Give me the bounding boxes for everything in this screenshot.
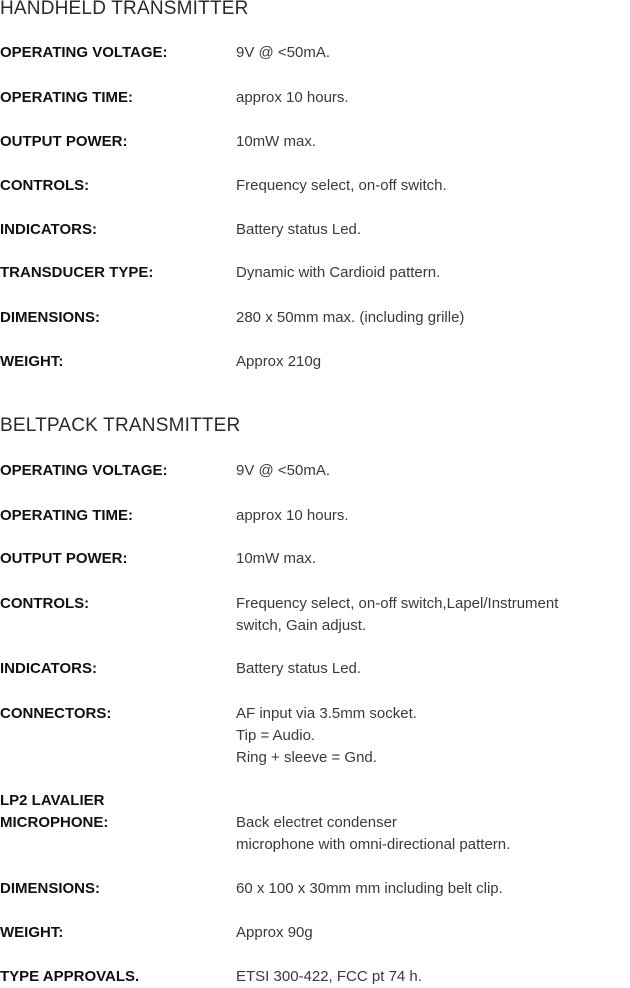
spec-label: OUTPUT POWER: — [0, 550, 128, 567]
beltpack-section-title: BELTPACK TRANSMITTER — [0, 415, 241, 436]
spec-label: WEIGHT: — [0, 353, 64, 370]
spec-label: OPERATING VOLTAGE: — [0, 44, 168, 61]
spec-value: 10mW max. — [236, 550, 317, 567]
spec-value: 10mW max. — [236, 133, 317, 150]
spec-label: DIMENSIONS: — [0, 309, 101, 326]
spec-value: Dynamic with Cardioid pattern. — [236, 264, 441, 281]
spec-label: INDICATORS: — [0, 221, 97, 238]
spec-value: 9V @ <50mA. — [236, 44, 331, 61]
spec-value: Battery status Led. — [236, 660, 362, 677]
spec-label: OPERATING TIME: — [0, 89, 134, 106]
spec-value: ETSI 300-422, FCC pt 74 h. — [236, 968, 422, 985]
spec-value: approx 10 hours. — [236, 507, 349, 524]
spec-label: CONTROLS: — [0, 177, 90, 194]
spec-label: OUTPUT POWER: — [0, 133, 128, 150]
spec-value: 280 x 50mm max. (including grille) — [236, 309, 465, 326]
handheld-section-title: HANDHELD TRANSMITTER — [0, 0, 249, 19]
spec-label: OPERATING TIME: — [0, 507, 134, 524]
spec-value: Approx 210g — [236, 353, 322, 370]
spec-value: Back electret condenser microphone with omni-directional pattern. — [236, 814, 511, 853]
spec-label: INDICATORS: — [0, 660, 97, 677]
spec-value: 9V @ <50mA. — [236, 462, 331, 479]
spec-label: CONTROLS: — [0, 595, 90, 612]
spec-value: Frequency select, on-off switch. — [236, 177, 447, 194]
spec-value: AF input via 3.5mm socket. Tip = Audio. Ring + sleeve = Gnd. — [236, 705, 417, 766]
spec-value: Battery status Led. — [236, 221, 362, 238]
spec-label: OPERATING VOLTAGE: — [0, 462, 168, 479]
spec-label: TRANSDUCER TYPE: — [0, 264, 154, 281]
spec-label: TYPE APPROVALS. — [0, 968, 140, 985]
spec-label: DIMENSIONS: — [0, 880, 101, 897]
spec-value: Frequency select, on-off switch,Lapel/Instrument switch, Gain adjust. — [236, 595, 559, 634]
spec-label: LP2 LAVALIER MICROPHONE: — [0, 792, 109, 831]
spec-value: Approx 90g — [236, 924, 313, 941]
spec-value: approx 10 hours. — [236, 89, 349, 106]
spec-value: 60 x 100 x 30mm mm including belt clip. — [236, 880, 503, 897]
spec-label: CONNECTORS: — [0, 705, 112, 722]
spec-label: WEIGHT: — [0, 924, 64, 941]
